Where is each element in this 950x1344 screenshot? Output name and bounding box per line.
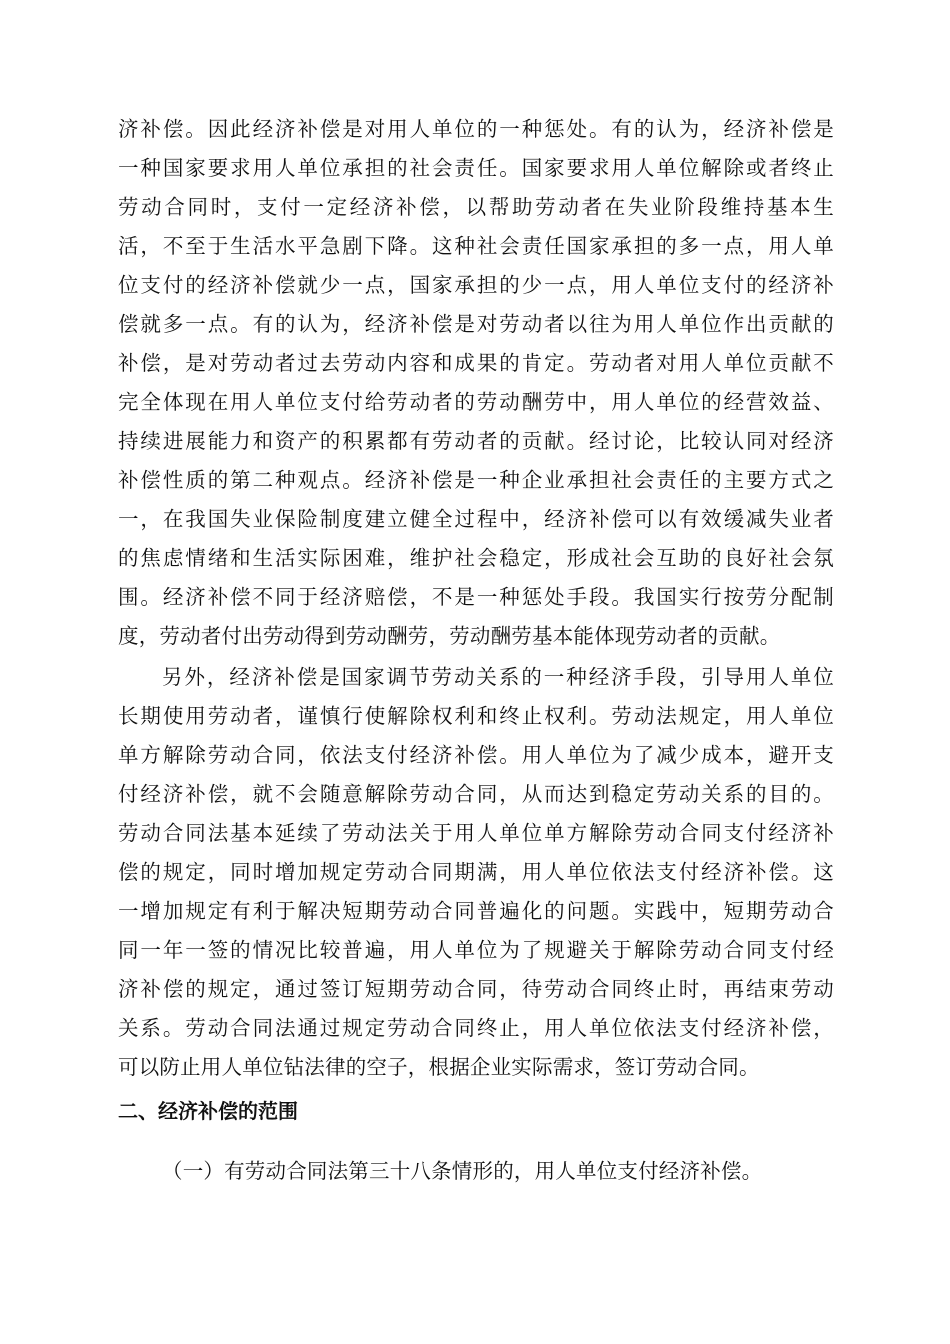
text-line: 偿的规定，同时增加规定劳动合同期满，用人单位依法支付经济补偿。这 [118, 860, 834, 884]
text-line: 关系。劳动合同法通过规定劳动合同终止，用人单位依法支付经济补偿， [118, 1016, 834, 1040]
text-line: 度，劳动者付出劳动得到劳动酬劳，劳动酬劳基本能体现劳动者的贡献。 [118, 624, 781, 648]
text-line: 长期使用劳动者，谨慎行使解除权利和终止权利。劳动法规定，用人单位 [118, 704, 834, 728]
text-line: 济补偿的规定，通过签订短期劳动合同，待劳动合同终止时，再结束劳动 [118, 977, 834, 1001]
text-line: 位支付的经济补偿就少一点，国家承担的少一点，用人单位支付的经济补 [118, 273, 834, 297]
text-line: 一种国家要求用人单位承担的社会责任。国家要求用人单位解除或者终止 [118, 156, 834, 180]
text-line: 的焦虑情绪和生活实际困难，维护社会稳定，形成社会互助的良好社会氛 [118, 546, 834, 570]
text-line: 完全体现在用人单位支付给劳动者的劳动酬劳中，用人单位的经营效益、 [118, 390, 834, 414]
list-item-1: （一）有劳动合同法第三十八条情形的，用人单位支付经济补偿。 [162, 1159, 763, 1183]
text-line: 持续进展能力和资产的积累都有劳动者的贡献。经讨论，比较认同对经济 [118, 429, 834, 453]
text-line: 补偿，是对劳动者过去劳动内容和成果的肯定。劳动者对用人单位贡献不 [118, 351, 834, 375]
text-line: 活，不至于生活水平急剧下降。这种社会责任国家承担的多一点，用人单 [118, 234, 834, 258]
text-line: 一增加规定有利于解决短期劳动合同普遍化的问题。实践中，短期劳动合 [118, 899, 834, 923]
section-heading: 二、经济补偿的范围 [118, 1099, 298, 1123]
text-line: 围。经济补偿不同于经济赔偿，不是一种惩处手段。我国实行按劳分配制 [118, 585, 834, 609]
text-line: 偿就多一点。有的认为，经济补偿是对劳动者以往为用人单位作出贡献的 [118, 312, 834, 336]
text-line: 济补偿。因此经济补偿是对用人单位的一种惩处。有的认为，经济补偿是 [118, 117, 834, 141]
paragraph-economic-compensation-nature [118, 110, 834, 656]
text-line: 可以防止用人单位钻法律的空子，根据企业实际需求，签订劳动合同。 [118, 1055, 760, 1079]
text-line: 一，在我国失业保险制度建立健全过程中，经济补偿可以有效缓减失业者 [118, 507, 834, 531]
text-line: 同一年一签的情况比较普遍，用人单位为了规避关于解除劳动合同支付经 [118, 938, 834, 962]
text-line: 补偿性质的第二种观点。经济补偿是一种企业承担社会责任的主要方式之 [118, 468, 834, 492]
text-line: 付经济补偿，就不会随意解除劳动合同，从而达到稳定劳动关系的目的。 [118, 782, 834, 806]
text-line: 单方解除劳动合同，依法支付经济补偿。用人单位为了减少成本，避开支 [118, 743, 834, 767]
text-line: 劳动合同法基本延续了劳动法关于用人单位单方解除劳动合同支付经济补 [118, 821, 834, 845]
text-line: 劳动合同时，支付一定经济补偿，以帮助劳动者在失业阶段维持基本生 [118, 195, 834, 219]
paragraph-economic-regulation [118, 658, 834, 1087]
text-line: 另外，经济补偿是国家调节劳动关系的一种经济手段，引导用人单位 [162, 665, 834, 689]
